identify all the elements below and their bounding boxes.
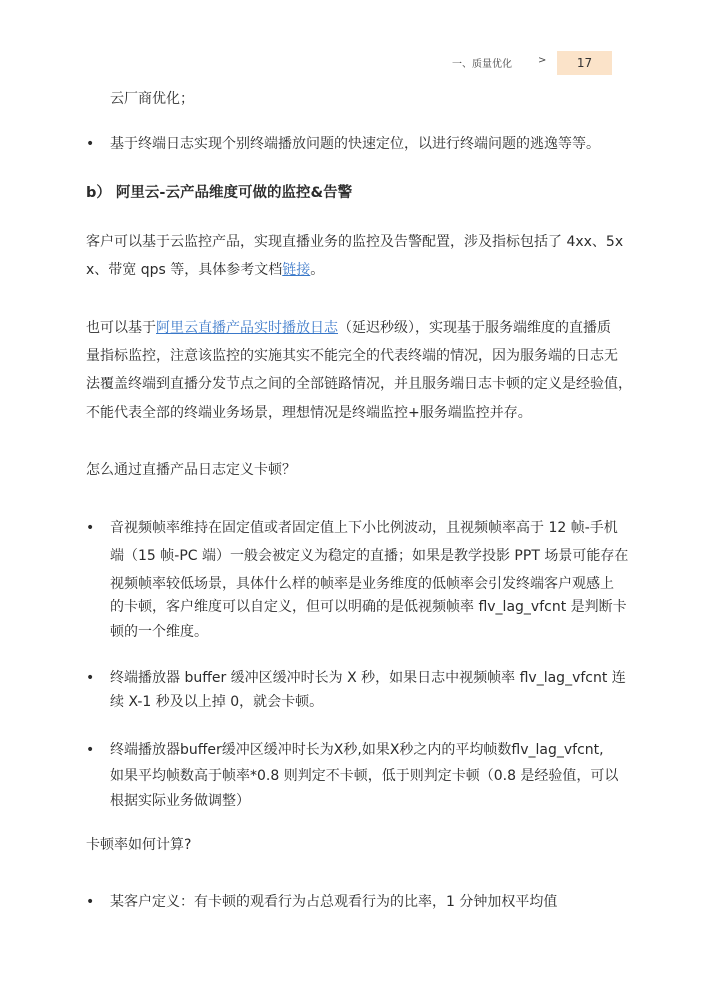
bullet-text: 终端播放器 buffer 缓冲区缓冲时长为 X 秒，如果日志中视频帧率 flv_lag_vfcnt 连 <box>110 670 626 686</box>
paragraph-line: 客户可以基于云监控产品，实现直播业务的监控及告警配置，涉及指标包括了 4xx、5x <box>86 234 624 250</box>
question-line: 怎么通过直播产品日志定义卡顿？ <box>86 462 296 478</box>
text-span: 也可以基于 <box>86 320 156 336</box>
question-line: 卡顿率如何计算? <box>86 837 192 853</box>
bullet-text: 端（15 帧-PC 端）一般会被定义为稳定的直播；如果是教学投影 PPT 场景可能存在 <box>110 548 629 564</box>
bullet-marker: • <box>86 520 95 536</box>
paragraph-line: 不能代表全部的终端业务场景，理想情况是终端监控+服务端监控并存。 <box>86 405 532 421</box>
bullet-text: 终端播放器buffer缓冲区缓冲时长为X秒,如果X秒之内的平均帧数flv_lag_vfcnt, <box>110 742 604 758</box>
bullet-text: 续 X-1 秒及以上掉 0，就会卡顿。 <box>110 694 324 710</box>
paragraph-line <box>86 260 324 280</box>
header-section-title: 一、质量优化 <box>452 59 512 70</box>
paragraph-line: 量指标监控，注意该监控的实施其实不能完全的代表终端的情况，因为服务端的日志无 <box>86 348 618 364</box>
bullet-marker: • <box>86 894 95 910</box>
bullet-marker: • <box>86 670 95 686</box>
paragraph-line <box>86 318 611 338</box>
bullet-marker: • <box>86 136 95 152</box>
bullet-text: 根据实际业务做调整） <box>110 793 250 809</box>
doc-link[interactable]: 链接 <box>282 262 311 278</box>
paragraph-line: 法覆盖终端到直播分发节点之间的全部链路情况，并且服务端日志卡顿的定义是经验值， <box>86 376 632 392</box>
page-number-badge: 17 <box>557 51 612 75</box>
bullet-text: 的卡顿，客户维度可以自定义，但可以明确的是低视频帧率 flv_lag_vfcnt 是判断卡 <box>110 599 627 615</box>
text-span: 。 <box>310 262 325 278</box>
bullet-text: 音视频帧率维持在固定值或者固定值上下小比例波动，且视频帧率高于 12 帧-手机 <box>110 520 618 536</box>
live-log-link[interactable]: 阿里云直播产品实时播放日志 <box>156 320 338 336</box>
bullet-marker: • <box>86 742 95 758</box>
text-span: x、带宽 qps 等，具体参考文档 <box>86 262 283 278</box>
bullet-text: 顿的一个维度。 <box>110 624 208 640</box>
bullet-text: 视频帧率较低场景，具体什么样的帧率是业务维度的低帧率会引发终端客户观感上 <box>110 576 614 592</box>
bullet-text: 某客户定义：有卡顿的观看行为占总观看行为的比率，1 分钟加权平均值 <box>110 894 558 910</box>
text-line: 云厂商优化； <box>110 91 194 107</box>
bullet-text: 如果平均帧数高于帧率*0.8 则判定不卡顿，低于则判定卡顿（0.8 是经验值，可以 <box>110 768 619 784</box>
bullet-text: 基于终端日志实现个别终端播放问题的快速定位，以进行终端问题的逃逸等等。 <box>110 136 600 152</box>
section-heading: b） 阿里云-云产品维度可做的监控&告警 <box>86 185 353 201</box>
header-separator: > <box>538 55 547 66</box>
text-span: （延迟秒级），实现基于服务端维度的直播质 <box>338 320 611 336</box>
